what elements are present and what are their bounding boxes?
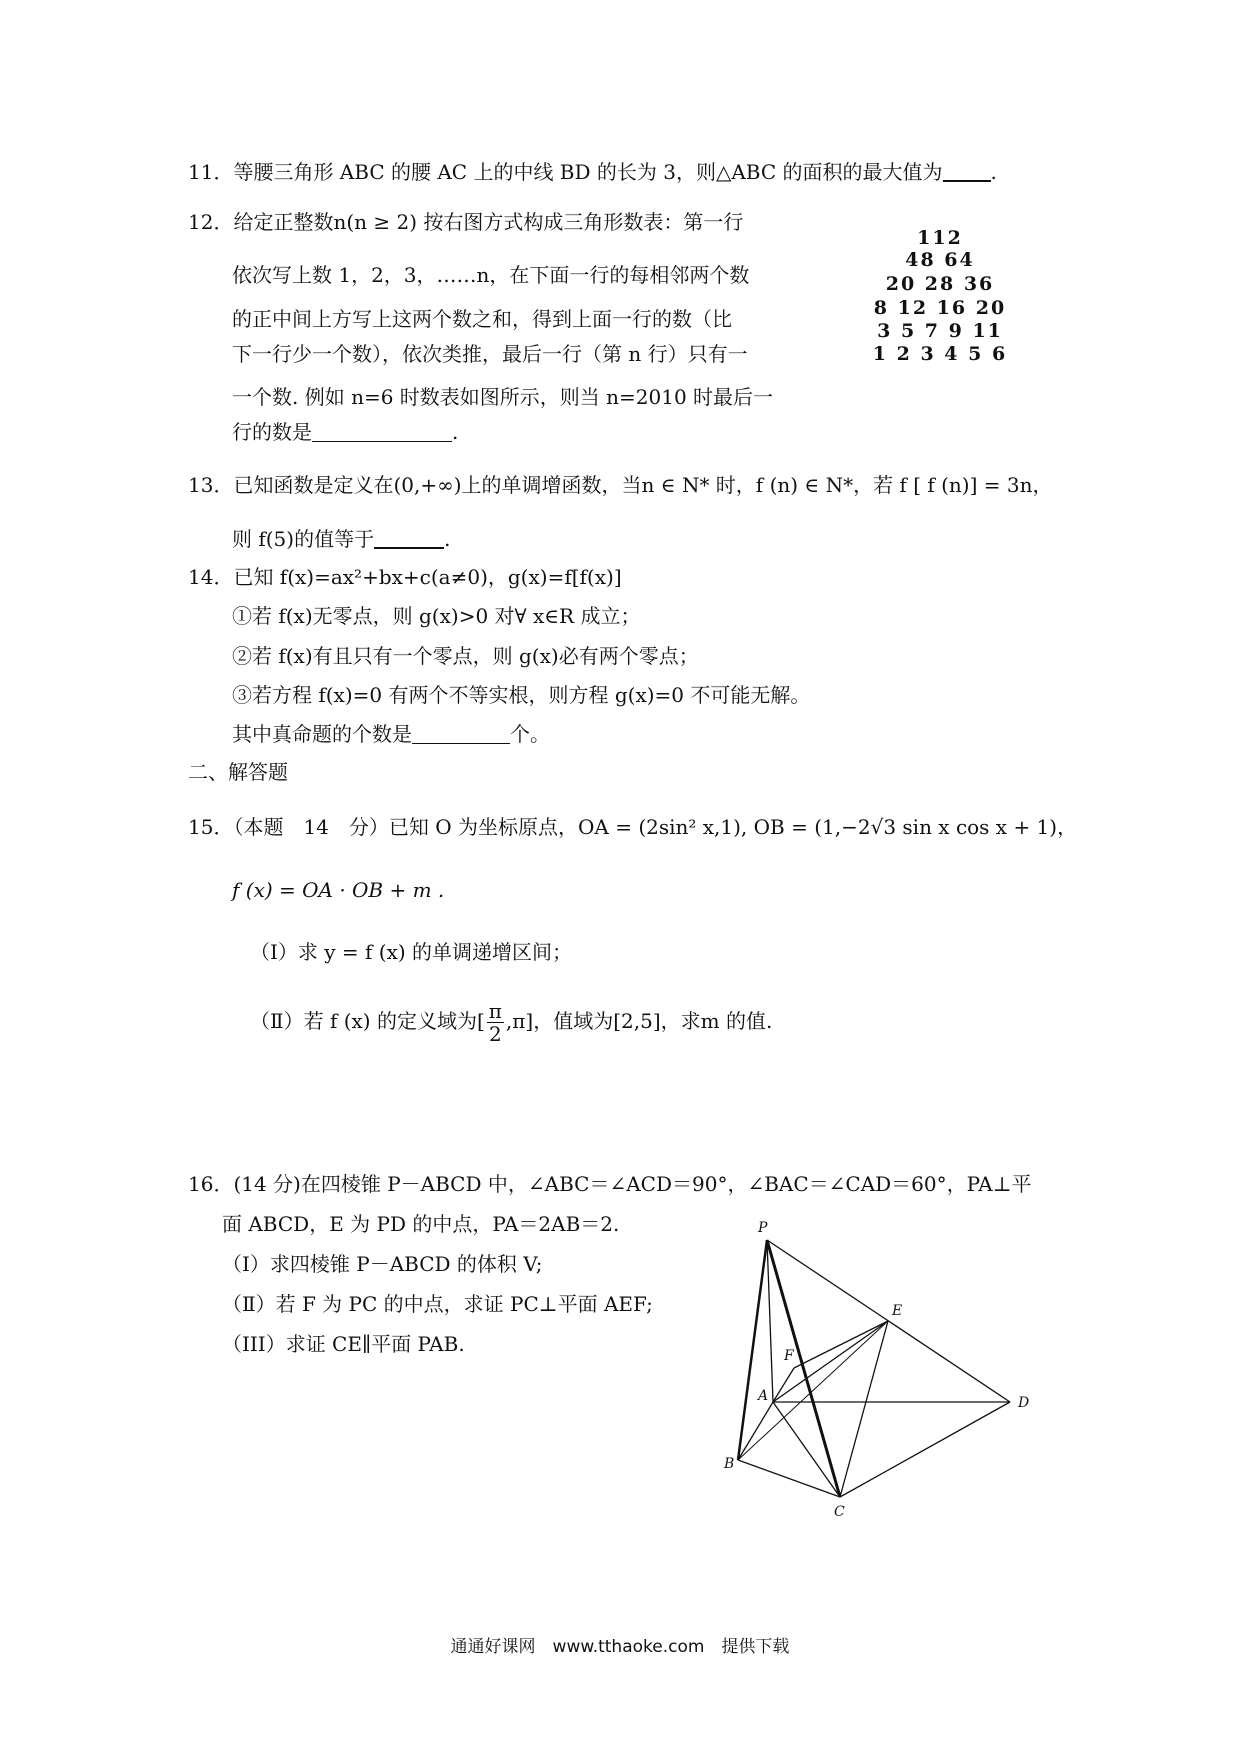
question-11 [188, 160, 997, 185]
q14-answer-blank [412, 723, 510, 744]
fraction-numerator: π [488, 999, 502, 1023]
q15-part2-text-a: （Ⅱ）若 f (x) 的定义域为[ [250, 1009, 485, 1033]
edge-AF [773, 1368, 794, 1402]
edge-PD [767, 1240, 1010, 1402]
q14-line4: ③若方程 f(x)=0 有两个不等实根，则方程 g(x)=0 不可能无解。 [232, 683, 811, 707]
q12-line2: 依次写上数 1，2，3，……n，在下面一行的每相邻两个数 [232, 263, 750, 287]
edge-CD [840, 1402, 1010, 1497]
section-heading: 二、解答题 [188, 760, 288, 784]
q14-line5-text: 其中真命题的个数是 [232, 722, 412, 746]
triangle-row-1: 112 [917, 227, 963, 249]
q14-line2: ①若 f(x)无零点，则 g(x)>0 对∀ x∈R 成立； [232, 604, 641, 628]
q12-line1: 12．给定正整数n(n ≥ 2) 按右图方式构成三角形数表：第一行 [188, 210, 744, 234]
q12-end: . [452, 420, 459, 444]
q16-part3: （III）求证 CE∥平面 PAB. [222, 1332, 465, 1356]
q15-part2-text-b: ,π]，值域为[2,5]，求m 的值. [505, 1009, 773, 1033]
edge-BC [738, 1460, 840, 1497]
label-B: B [724, 1456, 735, 1472]
q16-part1: （Ⅰ）求四棱锥 P－ABCD 的体积 V; [222, 1252, 543, 1276]
q11-text: 11．等腰三角形 ABC 的腰 AC 上的中线 BD 的长为 3，则△ABC 的面积的最大值为 [188, 160, 943, 184]
footer-credit: 通通好课网 www.tthaoke.com 提供下载 [450, 1637, 790, 1657]
edge-PC [767, 1240, 840, 1497]
edge-FE [794, 1321, 888, 1368]
q16-part2: （Ⅱ）若 F 为 PC 的中点，求证 PC⊥平面 AEF; [222, 1292, 653, 1316]
triangle-row-6: 1 2 3 4 5 6 [872, 343, 1008, 365]
q16-line2: 面 ABCD，E 为 PD 的中点，PA＝2AB＝2. [222, 1212, 620, 1236]
triangle-row-5: 3 5 7 9 11 [877, 320, 1003, 342]
q12-answer-blank [312, 421, 452, 442]
q12-line6 [232, 420, 458, 445]
label-F: F [784, 1348, 794, 1364]
q11-end: . [990, 160, 997, 184]
triangle-row-3: 20 28 36 [885, 273, 995, 295]
q12-line3: 的正中间上方写上这两个数之和，得到上面一行的数（比 [232, 307, 732, 331]
pi-over-2-fraction [487, 1000, 504, 1045]
q13-line2-text: 则 f(5)的值等于 [232, 527, 375, 551]
fraction-denominator: 2 [488, 1022, 502, 1046]
q14-line5 [232, 722, 550, 747]
edge-CE [840, 1321, 888, 1497]
q12-line6-text: 行的数是 [232, 420, 312, 444]
q15-part2 [250, 1000, 772, 1045]
q15-line2: f (x) = OA · OB + m . [232, 878, 445, 902]
q15-line1: 15．（本题 14 分）已知 O 为坐标原点，OA = (2sin² x,1), OB = (1,−2√3 sin x cos x + 1)， [188, 815, 1078, 839]
q15-part1: （Ⅰ）求 y = f (x) 的单调递增区间； [250, 940, 573, 964]
triangle-row-2: 48 64 [905, 249, 975, 271]
edge-PA [767, 1240, 773, 1402]
q16-line1: 16．(14 分)在四棱锥 P－ABCD 中，∠ABC＝∠ACD＝90°，∠BAC＝∠CAD＝60°，PA⊥平 [188, 1172, 1032, 1196]
label-P: P [758, 1220, 768, 1236]
q14-line1: 14．已知 f(x)=ax²+bx+c(a≠0)，g(x)=f[f(x)] [188, 565, 622, 589]
q13-answer-blank [374, 527, 444, 549]
q11-answer-blank [943, 160, 991, 182]
label-E: E [892, 1303, 903, 1319]
q13-end: . [444, 527, 451, 551]
label-C: C [834, 1504, 845, 1520]
number-triangle [830, 225, 1050, 365]
q12-line4: 下一行少一个数），依次类推，最后一行（第 n 行）只有一 [232, 342, 748, 366]
edge-AC [773, 1402, 840, 1497]
q13-line1: 13．已知函数是定义在(0,+∞)上的单调增函数，当n ∈ N* 时，f (n) ∈ N*，若 f [ f (n)] = 3n， [188, 473, 1053, 497]
q13-line2 [232, 527, 450, 552]
q12-line5: 一个数. 例如 n=6 时数表如图所示，则当 n=2010 时最后一 [232, 385, 774, 409]
edge-PB [738, 1240, 767, 1460]
pyramid-figure [700, 1210, 1060, 1520]
label-D: D [1018, 1395, 1030, 1411]
label-A: A [758, 1388, 769, 1404]
triangle-row-4: 8 12 16 20 [873, 297, 1007, 319]
q14-end: 个。 [510, 722, 550, 746]
q14-line3: ②若 f(x)有且只有一个零点，则 g(x)必有两个零点； [232, 644, 699, 668]
